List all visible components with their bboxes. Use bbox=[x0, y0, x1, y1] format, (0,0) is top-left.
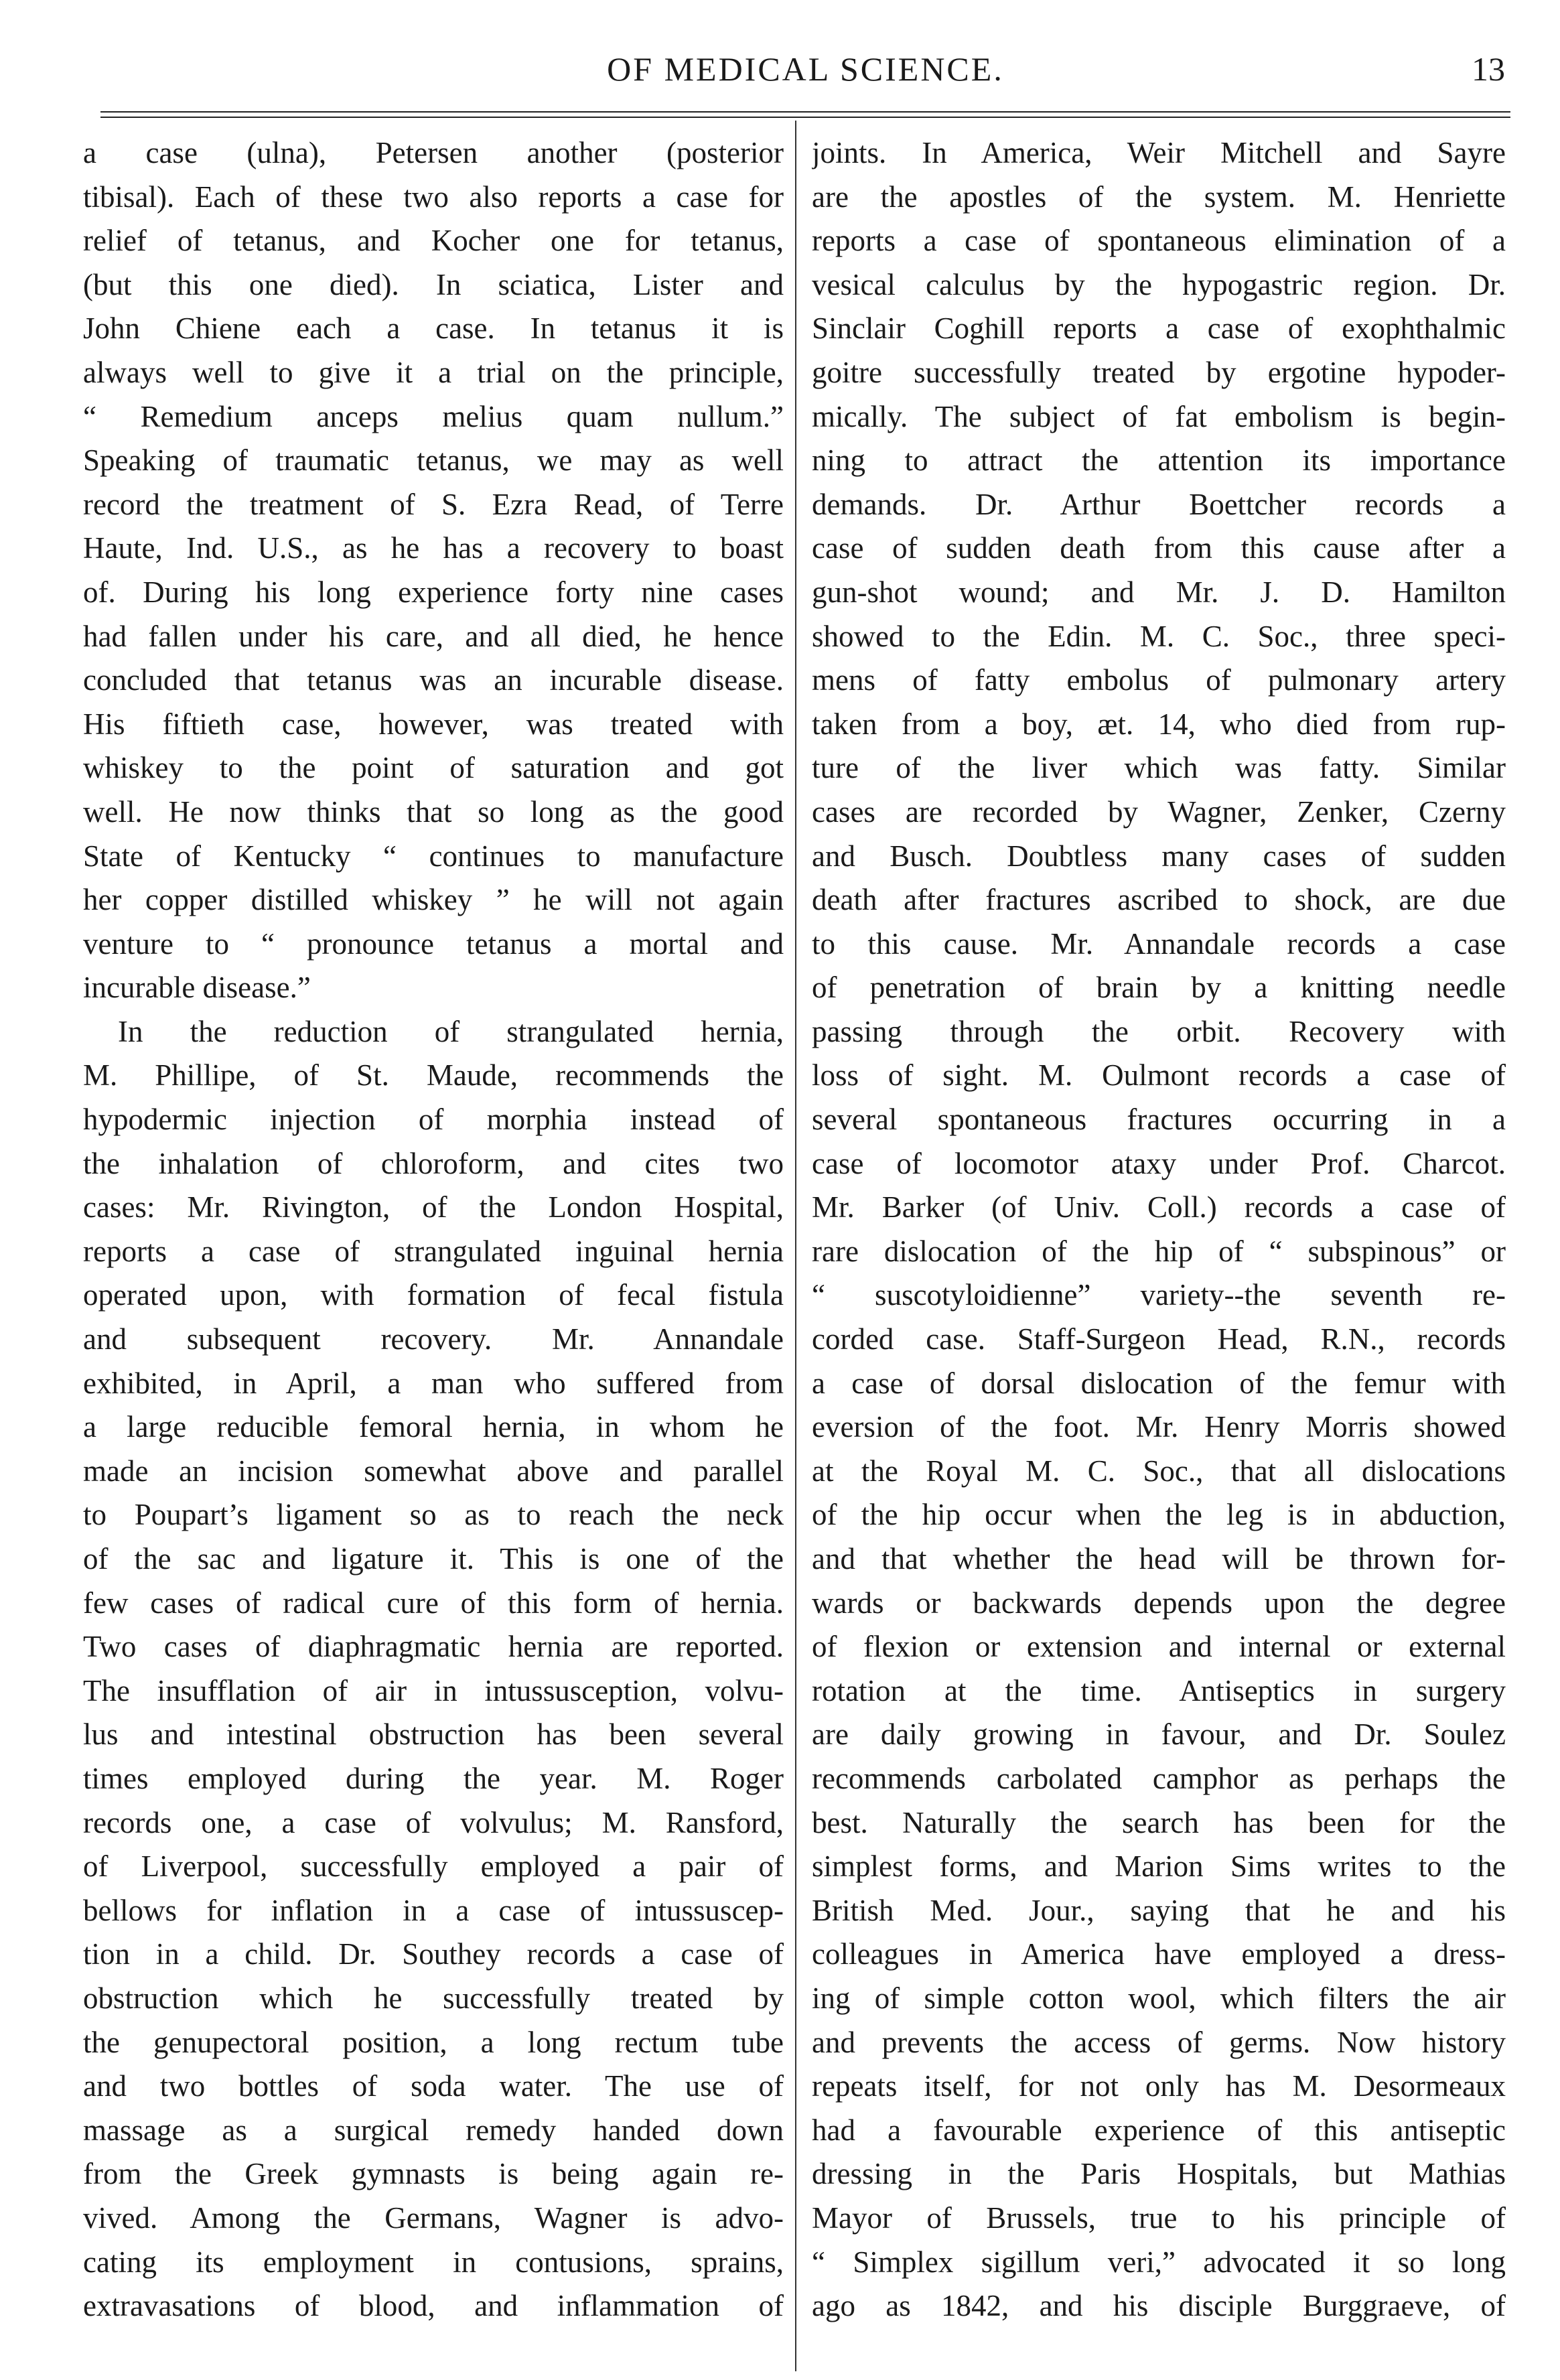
text-line: Two cases of diaphragmatic hernia are reported. bbox=[83, 1630, 784, 1664]
running-header bbox=[100, 50, 1510, 103]
text-line: reports a case of spontaneous elimination of a bbox=[812, 224, 1506, 258]
text-line: a case of dorsal dislocation of the femur with bbox=[812, 1366, 1506, 1400]
text-line: concluded that tetanus was an incurable disease. bbox=[83, 663, 784, 697]
text-line: In the reduction of strangulated hernia, bbox=[118, 1014, 784, 1048]
text-line: her copper distilled whiskey ” he will not again bbox=[83, 883, 784, 917]
text-line: mically. The subject of fat embolism is begin- bbox=[812, 399, 1506, 433]
text-line: loss of sight. M. Oulmont records a case of bbox=[812, 1058, 1506, 1093]
text-line: Haute, Ind. U.S., as he has a recovery to boast bbox=[83, 531, 784, 565]
text-line: simplest forms, and Marion Sims writes to the bbox=[812, 1849, 1506, 1884]
text-line: His fiftieth case, however, was treated with bbox=[83, 707, 784, 741]
text-line: colleagues in America have employed a dress- bbox=[812, 1937, 1506, 1971]
text-line: relief of tetanus, and Kocher one for tetanus, bbox=[83, 224, 784, 258]
text-line: a large reducible femoral hernia, in whom he bbox=[83, 1410, 784, 1444]
text-line: are daily growing in favour, and Dr. Soulez bbox=[812, 1718, 1506, 1752]
text-line: the inhalation of chloroform, and cites two bbox=[83, 1146, 784, 1180]
column-divider bbox=[795, 121, 796, 2371]
text-line: a case (ulna), Petersen another (posterior bbox=[83, 136, 784, 169]
text-line: Speaking of traumatic tetanus, we may as well bbox=[83, 443, 784, 478]
text-line: death after fractures ascribed to shock, are due bbox=[812, 883, 1506, 917]
text-line: mens of fatty embolus of pulmonary artery bbox=[812, 663, 1506, 697]
text-line: record the treatment of S. Ezra Read, of Terre bbox=[83, 487, 784, 521]
text-line: Mayor of Brussels, true to his principle of bbox=[812, 2200, 1506, 2235]
text-line: whiskey to the point of saturation and got bbox=[83, 751, 784, 785]
text-line: “ Simplex sigillum veri,” advocated it so long bbox=[812, 2245, 1506, 2279]
text-line: ning to attract the attention its importance bbox=[812, 443, 1506, 478]
text-line: had fallen under his care, and all died, he hence bbox=[83, 619, 784, 653]
text-line: at the Royal M. C. Soc., that all dislocations bbox=[812, 1454, 1506, 1488]
text-line: best. Naturally the search has been for the bbox=[812, 1805, 1506, 1839]
text-line: and prevents the access of germs. Now history bbox=[812, 2025, 1506, 2059]
text-line: case of sudden death from this cause after a bbox=[812, 531, 1506, 565]
text-line: British Med. Jour., saying that he and his bbox=[812, 1893, 1506, 1927]
text-line: massage as a surgical remedy handed down bbox=[83, 2113, 784, 2147]
text-line: extravasations of blood, and inflammation of bbox=[83, 2289, 784, 2323]
text-line: dressing in the Paris Hospitals, but Mathias bbox=[812, 2157, 1506, 2191]
text-line: (but this one died). In sciatica, Lister and bbox=[83, 267, 784, 301]
text-line: wards or backwards depends upon the degree bbox=[812, 1586, 1506, 1620]
text-line: rotation at the time. Antiseptics in surgery bbox=[812, 1673, 1506, 1707]
text-line: are the apostles of the system. M. Henriette bbox=[812, 180, 1506, 214]
text-line: joints. In America, Weir Mitchell and Sayre bbox=[812, 136, 1506, 169]
text-line: tion in a child. Dr. Southey records a case of bbox=[83, 1937, 784, 1971]
text-line: Sinclair Coghill reports a case of exophthalmic bbox=[812, 311, 1506, 346]
text-line: to Poupart’s ligament so as to reach the neck bbox=[83, 1498, 784, 1532]
text-line: times employed during the year. M. Roger bbox=[83, 1761, 784, 1795]
text-line: goitre successfully treated by ergotine hypoder- bbox=[812, 355, 1506, 389]
text-line: taken from a boy, æt. 14, who died from rup- bbox=[812, 707, 1506, 741]
text-line: M. Phillipe, of St. Maude, recommends the bbox=[83, 1058, 784, 1093]
text-line: cases: Mr. Rivington, of the London Hospital, bbox=[83, 1190, 784, 1224]
text-line: case of locomotor ataxy under Prof. Charcot. bbox=[812, 1146, 1506, 1180]
text-line: of Liverpool, successfully employed a pair of bbox=[83, 1849, 784, 1884]
left-column bbox=[83, 131, 784, 2328]
text-line: vesical calculus by the hypogastric region. Dr. bbox=[812, 267, 1506, 301]
text-line: corded case. Staff-Surgeon Head, R.N., records bbox=[812, 1322, 1506, 1356]
text-line: hypodermic injection of morphia instead of bbox=[83, 1103, 784, 1137]
text-line: venture to “ pronounce tetanus a mortal and bbox=[83, 926, 784, 961]
text-line: incurable disease.” bbox=[83, 971, 311, 1005]
text-line: had a favourable experience of this antiseptic bbox=[812, 2113, 1506, 2147]
text-line: eversion of the foot. Mr. Henry Morris showed bbox=[812, 1410, 1506, 1444]
text-line: ago as 1842, and his disciple Burggraeve, of bbox=[812, 2289, 1506, 2323]
text-line: operated upon, with formation of fecal fistula bbox=[83, 1278, 784, 1312]
text-line: and subsequent recovery. Mr. Annandale bbox=[83, 1322, 784, 1356]
text-line: demands. Dr. Arthur Boettcher records a bbox=[812, 487, 1506, 521]
text-line: tibisal). Each of these two also reports a case for bbox=[83, 180, 784, 214]
text-line: John Chiene each a case. In tetanus it is bbox=[83, 311, 784, 346]
text-line: ing of simple cotton wool, which filters the air bbox=[812, 1981, 1506, 2015]
text-line: of the hip occur when the leg is in abduction, bbox=[812, 1498, 1506, 1532]
text-line: The insufflation of air in intussusception, volvu- bbox=[83, 1673, 784, 1707]
text-line: gun-shot wound; and Mr. J. D. Hamilton bbox=[812, 575, 1506, 609]
text-line: rare dislocation of the hip of “ subspinous” or bbox=[812, 1234, 1506, 1268]
text-line: cases are recorded by Wagner, Zenker, Czerny bbox=[812, 794, 1506, 829]
text-line: of flexion or extension and internal or external bbox=[812, 1630, 1506, 1664]
text-line: Mr. Barker (of Univ. Coll.) records a case of bbox=[812, 1190, 1506, 1224]
text-line: obstruction which he successfully treated by bbox=[83, 1981, 784, 2015]
text-line: exhibited, in April, a man who suffered from bbox=[83, 1366, 784, 1400]
text-line: of the sac and ligature it. This is one of the bbox=[83, 1542, 784, 1576]
text-line: “ suscotyloidienne” variety--the seventh re- bbox=[812, 1278, 1506, 1312]
text-line: lus and intestinal obstruction has been several bbox=[83, 1718, 784, 1752]
header-rule-bottom bbox=[100, 117, 1510, 118]
text-line: from the Greek gymnasts is being again re- bbox=[83, 2157, 784, 2191]
text-line: “ Remedium anceps melius quam nullum.” bbox=[83, 399, 784, 433]
text-line: and two bottles of soda water. The use of bbox=[83, 2069, 784, 2103]
text-line: cating its employment in contusions, sprains, bbox=[83, 2245, 784, 2279]
text-line: to this cause. Mr. Annandale records a case bbox=[812, 926, 1506, 961]
text-line: few cases of radical cure of this form of hernia. bbox=[83, 1586, 784, 1620]
text-line: vived. Among the Germans, Wagner is advo- bbox=[83, 2200, 784, 2235]
running-title: OF MEDICAL SCIENCE. bbox=[607, 50, 1004, 88]
text-line: and that whether the head will be thrown for- bbox=[812, 1542, 1506, 1576]
text-line: always well to give it a trial on the principle, bbox=[83, 355, 784, 389]
text-line: of penetration of brain by a knitting needle bbox=[812, 971, 1506, 1005]
text-line: made an incision somewhat above and parallel bbox=[83, 1454, 784, 1488]
text-line: several spontaneous fractures occurring in a bbox=[812, 1103, 1506, 1137]
text-line: showed to the Edin. M. C. Soc., three speci- bbox=[812, 619, 1506, 653]
text-line: the genupectoral position, a long rectum tube bbox=[83, 2025, 784, 2059]
text-line: and Busch. Doubtless many cases of sudden bbox=[812, 839, 1506, 873]
text-line: of. During his long experience forty nine cases bbox=[83, 575, 784, 609]
right-column bbox=[812, 131, 1506, 2328]
text-line: recommends carbolated camphor as perhaps the bbox=[812, 1761, 1506, 1795]
text-line: passing through the orbit. Recovery with bbox=[812, 1014, 1506, 1048]
text-line: State of Kentucky “ continues to manufacture bbox=[83, 839, 784, 873]
text-line: bellows for inflation in a case of intussuscep- bbox=[83, 1893, 784, 1927]
header-rule-top bbox=[100, 111, 1510, 113]
text-line: ture of the liver which was fatty. Similar bbox=[812, 751, 1506, 785]
text-line: records one, a case of volvulus; M. Ransford, bbox=[83, 1805, 784, 1839]
text-line: reports a case of strangulated inguinal hernia bbox=[83, 1234, 784, 1268]
page-number: 13 bbox=[1472, 50, 1505, 88]
text-line: well. He now thinks that so long as the good bbox=[83, 794, 784, 829]
text-line: repeats itself, for not only has M. Desormeaux bbox=[812, 2069, 1506, 2103]
